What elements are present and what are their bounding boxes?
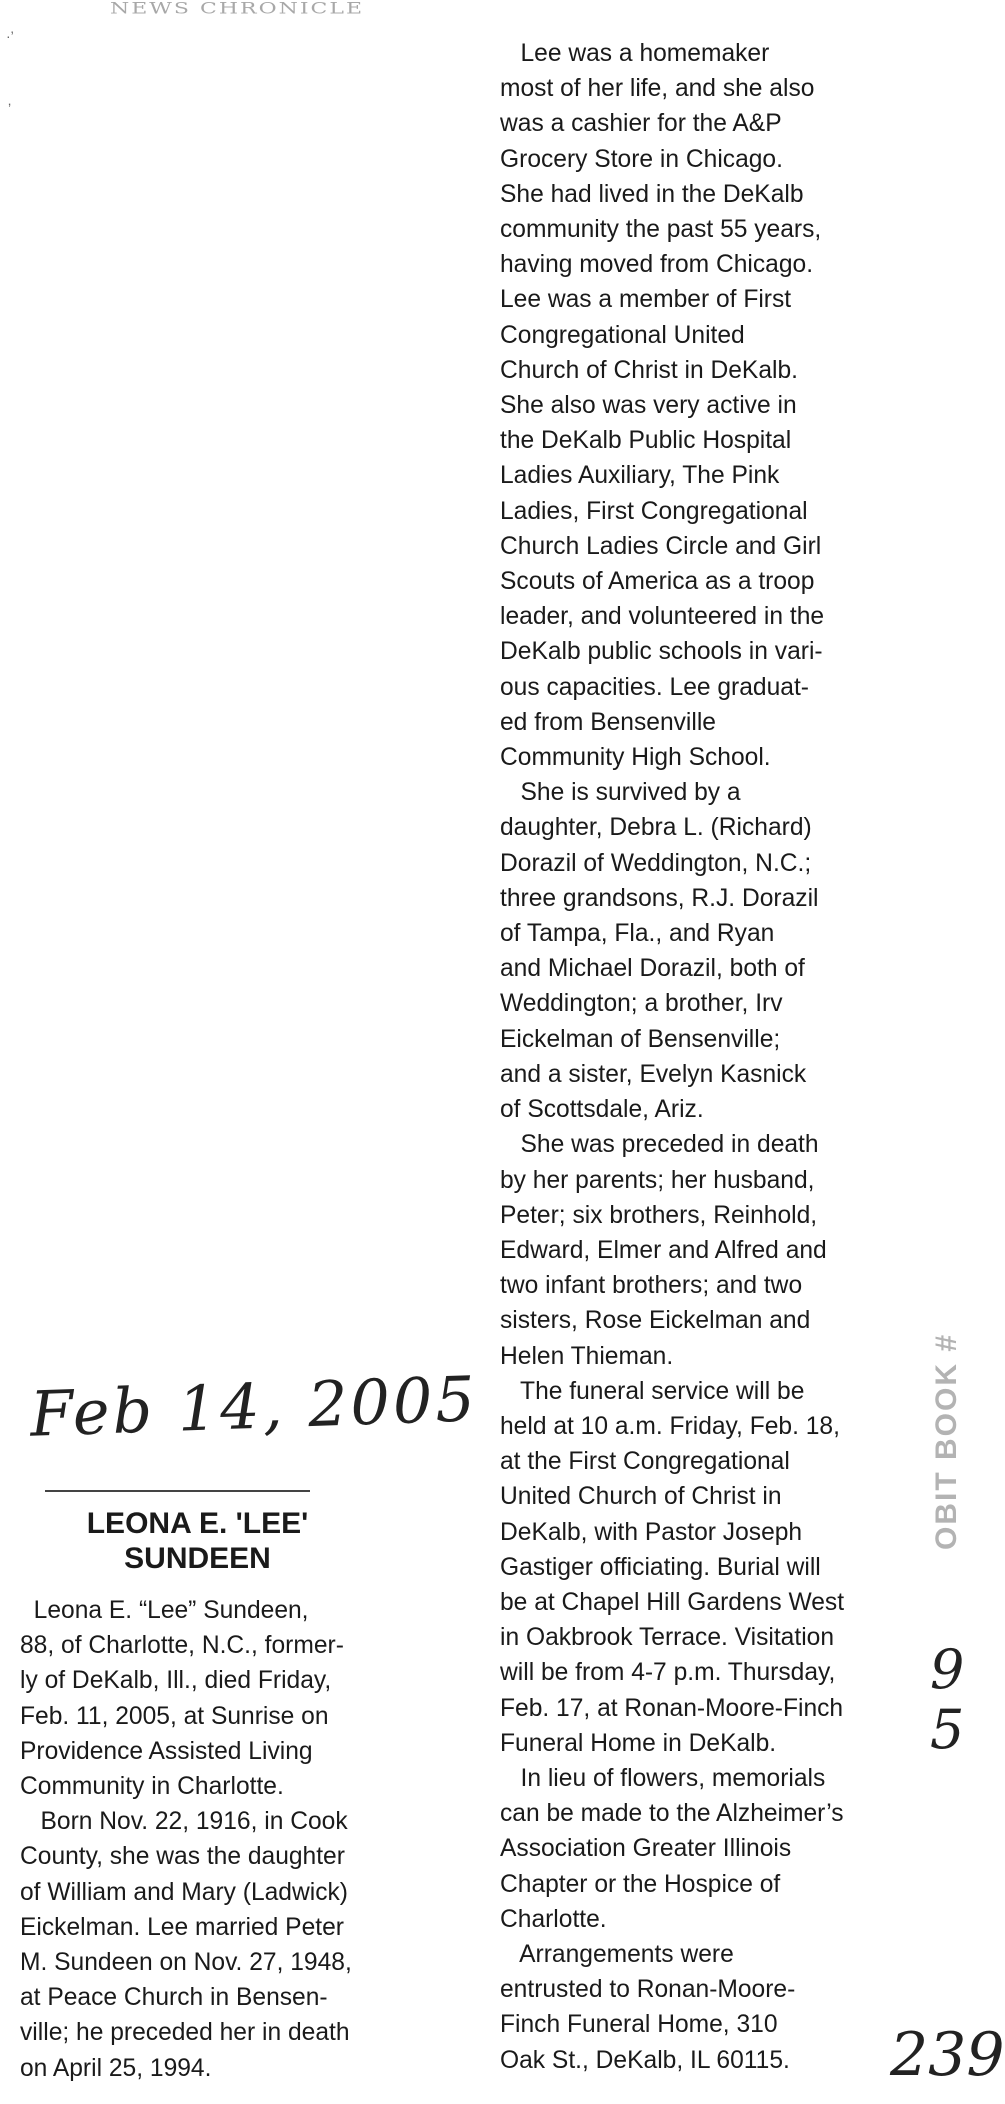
- obituary-text-line: by her parents; her husband,: [500, 1166, 815, 1194]
- obituary-text-line: Oak St., DeKalb, IL 60115.: [500, 2046, 790, 2074]
- obituary-text-line: ville; he preceded her in death: [20, 2019, 350, 2047]
- obituary-text-line: of William and Mary (Ladwick): [20, 1878, 348, 1906]
- obituary-text-line: She also was very active in: [500, 392, 797, 420]
- headline-name: LEONA E. 'LEE': [86, 1507, 309, 1540]
- obituary-text-line: Eickelman. Lee married Peter: [20, 1913, 344, 1941]
- obituary-text-line: She had lived in the DeKalb: [500, 180, 804, 208]
- obituary-text-line: In lieu of flowers, memorials: [500, 1764, 826, 1792]
- obituary-text-line: can be made to the Alzheimer’s: [500, 1800, 844, 1828]
- obituary-right-column: [500, 36, 920, 2078]
- obituary-text-line: and Michael Dorazil, both of: [500, 955, 805, 983]
- obituary-text-line: DeKalb public schools in vari-: [500, 638, 823, 666]
- obituary-text-line: Community in Charlotte.: [20, 1773, 284, 1801]
- obituary-text-line: Chapter or the Hospice of: [500, 1870, 781, 1898]
- obituary-text-line: Association Greater Illinois: [500, 1835, 792, 1863]
- obituary-text-line: Gastiger officiating. Burial will: [500, 1553, 821, 1581]
- obituary-text-line: held at 10 a.m. Friday, Feb. 18,: [500, 1412, 840, 1440]
- obituary-text-line: in Oakbrook Terrace. Visitation: [500, 1624, 835, 1652]
- obituary-text-line: sisters, Rose Eickelman and: [500, 1307, 811, 1335]
- obituary-text-line: Weddington; a brother, Irv: [500, 990, 783, 1018]
- obituary-text-line: most of her life, and she also: [500, 75, 815, 103]
- obituary-text-line: Finch Funeral Home, 310: [500, 2011, 778, 2039]
- obituary-text-line: Eickelman of Bensenville;: [500, 1025, 781, 1053]
- obituary-text-line: and a sister, Evelyn Kasnick: [500, 1060, 807, 1088]
- obituary-text-line: ous capacities. Lee graduat-: [500, 673, 809, 701]
- obituary-text-line: at Peace Church in Bensen-: [20, 1984, 328, 2012]
- obituary-text-line: on April 25, 1994.: [20, 2054, 212, 2082]
- obituary-text-line: three grandsons, R.J. Dorazil: [500, 884, 819, 912]
- scan-speck: ‚: [8, 92, 12, 108]
- obituary-text-line: Charlotte.: [500, 1905, 607, 1933]
- handwritten-page-number: 239: [890, 2020, 1005, 2090]
- obituary-text-line: Born Nov. 22, 1916, in Cook: [20, 1808, 348, 1836]
- obituary-text-line: the DeKalb Public Hospital: [500, 427, 792, 455]
- obituary-text-line: daughter, Debra L. (Richard): [500, 814, 812, 842]
- obituary-text-line: Providence Assisted Living: [20, 1737, 313, 1765]
- obituary-text-line: two infant brothers; and two: [500, 1272, 803, 1300]
- obituary-text-line: Leona E. “Lee” Sundeen,: [20, 1597, 309, 1624]
- obituary-text-line: 88, of Charlotte, N.C., former-: [20, 1632, 344, 1660]
- handwritten-margin-number: 9 5: [930, 1638, 965, 1761]
- obituary-text-line: M. Sundeen on Nov. 27, 1948,: [20, 1949, 352, 1977]
- obituary-text-line: Church of Christ in DeKalb.: [500, 356, 798, 384]
- obituary-text-line: Arrangements were: [500, 1940, 734, 1968]
- obituary-text-line: of Scottsdale, Ariz.: [500, 1096, 704, 1124]
- obituary-headline: [40, 1506, 355, 1576]
- obituary-text-line: The funeral service will be: [500, 1377, 805, 1405]
- obituary-text-line: ed from Bensenville: [500, 708, 716, 736]
- scan-speck: ·’: [6, 28, 14, 44]
- obituary-text-line: Ladies, First Congregational: [500, 497, 808, 525]
- handwritten-date-note: Feb 14, 2005: [28, 1362, 479, 1451]
- headline-rule: [45, 1490, 310, 1492]
- obituary-text-line: Lee was a homemaker: [500, 40, 770, 67]
- obituary-text-line: Lee was a member of First: [500, 286, 792, 314]
- obituary-text-line: be at Chapel Hill Gardens West: [500, 1588, 845, 1616]
- obit-book-stamp: OBIT BOOK #: [930, 1332, 963, 1550]
- obituary-text-line: Dorazil of Weddington, N.C.;: [500, 849, 812, 877]
- obituary-text-line: Community High School.: [500, 744, 771, 772]
- obituary-text-line: Helen Thieman.: [500, 1342, 674, 1370]
- obituary-text-line: United Church of Christ in: [500, 1483, 782, 1511]
- obituary-text-line: Edward, Elmer and Alfred and: [500, 1236, 827, 1264]
- obituary-text-line: Scouts of America as a troop: [500, 568, 815, 596]
- headline-surname: SUNDEEN: [124, 1542, 271, 1575]
- newspaper-masthead-fragment: NEWS CHRONICLE: [110, 0, 365, 18]
- obituary-text-line: Peter; six brothers, Reinhold,: [500, 1201, 818, 1229]
- obituary-text-line: Feb. 17, at Ronan-Moore-Finch: [500, 1694, 844, 1722]
- obituary-text-line: County, she was the daughter: [20, 1843, 345, 1871]
- obituary-text-line: Congregational United: [500, 321, 745, 349]
- obituary-text-line: having moved from Chicago.: [500, 251, 814, 279]
- obituary-text-line: ly of DeKalb, Ill., died Friday,: [20, 1667, 332, 1695]
- obituary-text-line: DeKalb, with Pastor Joseph: [500, 1518, 803, 1546]
- obituary-text-line: Church Ladies Circle and Girl: [500, 532, 822, 560]
- obituary-text-line: Funeral Home in DeKalb.: [500, 1729, 777, 1757]
- obituary-text-line: was a cashier for the A&P: [500, 110, 782, 138]
- obituary-text-line: will be from 4-7 p.m. Thursday,: [500, 1659, 836, 1687]
- obituary-text-line: She was preceded in death: [500, 1131, 819, 1159]
- obituary-text-line: Grocery Store in Chicago.: [500, 145, 783, 173]
- obituary-text-line: She is survived by a: [500, 779, 741, 807]
- obituary-text-line: at the First Congregational: [500, 1448, 790, 1476]
- obituary-text-line: entrusted to Ronan-Moore-: [500, 1976, 796, 2004]
- obituary-text-line: Ladies Auxiliary, The Pink: [500, 462, 780, 490]
- obituary-left-column: [20, 1593, 440, 2086]
- obituary-text-line: community the past 55 years,: [500, 216, 822, 244]
- obituary-text-line: of Tampa, Fla., and Ryan: [500, 920, 775, 948]
- obituary-text-line: Feb. 11, 2005, at Sunrise on: [20, 1702, 329, 1730]
- obituary-text-line: leader, and volunteered in the: [500, 603, 825, 631]
